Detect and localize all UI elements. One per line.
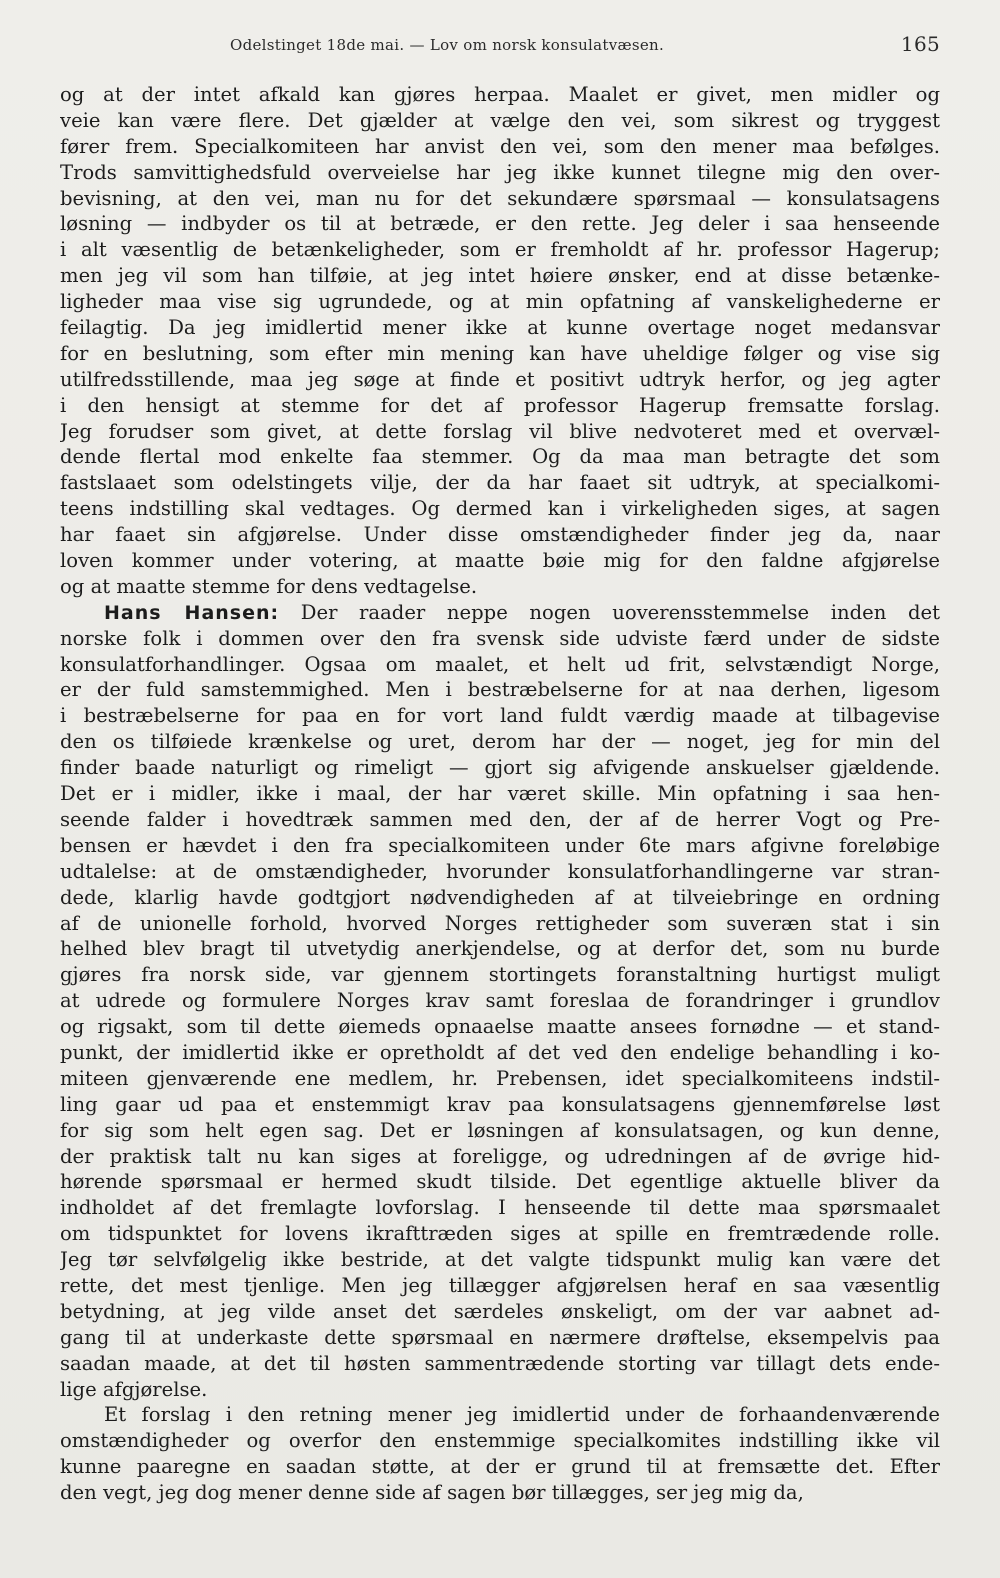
line-text: ligheder maa vise sig ugrundede, og at min opfatning af vanskelighederne er [60,290,940,314]
text-line [60,1377,940,1403]
text-line [60,186,940,212]
line-text: teens indstilling skal vedtages. Og dermed kan i virkeligheden siges, at sagen [60,497,940,521]
line-text: miteen gjenværende ene medlem, hr. Prebensen, idet specialkomiteens indstil- [60,1066,940,1090]
line-text: veie kan være flere. Det gjælder at vælge den vei, som sikrest og tryggest [60,108,940,132]
line-text: loven kommer under votering, at maatte bøie mig for den faldne afgjørelse [60,549,940,573]
text-line [60,807,940,833]
line-text: og at maatte stemme for dens vedtagelse. [60,574,478,598]
text-line [60,1014,940,1040]
line-text: og rigsakt, som til dette øiemeds opnaaelse maatte ansees fornødne — et stand- [60,1015,940,1039]
line-text: i den hensigt at stemme for det af professor Hagerup fremsatte forslag. [60,393,940,417]
paragraph [60,1402,940,1506]
line-text: Trods samvittighedsfuld overveielse har jeg ikke kunnet tilegne mig den over- [60,160,940,184]
text-line [60,237,940,263]
line-text: Jeg forudser som givet, at dette forslag vil blive nedvoteret med et overvæl- [60,419,940,443]
text-line [60,419,940,445]
line-text: Der raader neppe nogen uoverensstemmelse inden det [300,600,940,624]
line-text: at udrede og formulere Norges krav samt foreslaa de forandringer i grundlov [60,989,940,1013]
text-line [60,1247,940,1273]
text-line [60,833,940,859]
text-line [60,859,940,885]
text-line [60,1221,940,1247]
line-text: for sig som helt egen sag. Det er løsningen af konsulatsagen, og kun denne, [60,1118,940,1142]
line-text: helhed blev bragt til utvetydig anerkjendelse, og at derfor det, som nu burde [60,937,940,961]
line-text: gang til at underkaste dette spørsmaal en nærmere drøftelse, eksempelvis paa [60,1325,940,1349]
line-text: men jeg vil som han tilføie, at jeg intet høiere ønsker, end at disse betænke- [60,264,940,288]
text-line [60,1480,940,1506]
text-line [60,134,940,160]
text-line [60,82,940,108]
text-line [60,911,940,937]
text-line [60,444,940,470]
text-line [60,1169,940,1195]
text-line [60,962,940,988]
text-line [60,936,940,962]
line-text: konsulatforhandlinger. Ogsaa om maalet, et helt ud frit, selvstændigt Norge, [60,652,940,676]
text-line [60,988,940,1014]
text-line [60,522,940,548]
line-text: betydning, at jeg vilde anset det særdeles ønskeligt, om der var aabnet ad- [60,1299,940,1323]
text-line [60,574,940,600]
text-line [60,1273,940,1299]
line-text: har faaet sin afgjørelse. Under disse omstændigheder finder jeg da, naar [60,523,940,547]
body-text [60,82,940,1506]
text-line [60,729,940,755]
line-text: i bestræbelserne for paa en for vort land fuldt værdig maade at tilbagevise [60,704,940,728]
text-line [60,1144,940,1170]
line-text: dede, klarlig havde godtgjort nødvendigheden af at tilveiebringe en ordning [60,885,940,909]
line-text: dende flertal mod enkelte faa stemmer. Og da maa man betragte det som [60,445,940,469]
text-line [60,1454,940,1480]
paragraph [60,82,940,600]
text-line [60,1351,940,1377]
line-text: rette, det mest tjenlige. Men jeg tillægger afgjørelsen heraf en saa væsentlig [60,1273,940,1297]
text-line [60,1066,940,1092]
line-text: fører frem. Specialkomiteen har anvist den vei, som den mener maa befølges. [60,134,940,158]
line-text: finder baade naturligt og rimeligt — gjort sig afvigende anskuelser gjældende. [60,756,940,780]
text-line [60,885,940,911]
line-text: Et forslag i den retning mener jeg imidlertid under de forhaandenværende [104,1403,940,1427]
text-line [60,289,940,315]
line-text: omstændigheder og overfor den enstemmige specialkomites indstilling ikke vil [60,1429,940,1453]
line-text: punkt, der imidlertid ikke er opretholdt af det ved den endelige behandling i ko- [60,1040,940,1064]
text-line [60,211,940,237]
line-text: og at der intet afkald kan gjøres herpaa. Maalet er givet, men midler og [60,83,940,106]
running-header [60,32,940,58]
text-line [60,677,940,703]
text-line [60,548,940,574]
text-line [60,496,940,522]
line-text: Jeg tør selvfølgelig ikke bestride, at det valgte tidspunkt mulig kan være det [60,1248,940,1272]
line-text: den os tilføiede krænkelse og uret, derom har der — noget, jeg for min del [60,730,940,754]
running-header-title: Odelstinget 18de mai. — Lov om norsk konsulatvæsen. [230,36,665,54]
text-line [60,341,940,367]
text-line [60,315,940,341]
text-line [60,781,940,807]
line-text: Det er i midler, ikke i maal, der har været skille. Min opfatning i saa hen- [60,782,940,806]
line-text: for en beslutning, som efter min mening kan have uheldige følger og vise sig [60,341,940,365]
line-text: seende falder i hovedtræk sammen med den, der af de herrer Vogt og Pre- [60,807,940,831]
line-text: indholdet af det fremlagte lovforslag. I henseende til dette maa spørsmaalet [60,1196,940,1220]
text-line [60,393,940,419]
text-line [60,652,940,678]
line-text: lige afgjørelse. [60,1377,208,1401]
speaker-name: Hans Hansen: [104,601,280,624]
text-line [60,1040,940,1066]
text-line [60,703,940,729]
line-text: i alt væsentlig de betænkeligheder, som er fremholdt af hr. professor Hagerup; [60,238,940,262]
text-line [60,600,940,626]
line-text: bevisning, at den vei, man nu for det sekundære spørsmaal — konsulatsagens [60,186,940,210]
text-line [60,1325,940,1351]
line-text: løsning — indbyder os til at betræde, er den rette. Jeg deler i saa henseende [60,212,940,236]
paragraph [60,600,940,1403]
text-line [60,108,940,134]
page-number: 165 [900,32,940,56]
text-line [60,367,940,393]
text-line [60,1428,940,1454]
line-text: udtalelse: at de omstændigheder, hvorunder konsulatforhandlingerne var stran- [60,859,940,883]
line-text: hørende spørsmaal er hermed skudt tilside. Det egentlige aktuelle bliver da [60,1170,940,1194]
line-text: gjøres fra norsk side, var gjennem stortingets foranstaltning hurtigst muligt [60,963,940,987]
line-text: saadan maade, at det til høsten sammentrædende storting var tillagt dets ende- [60,1351,940,1375]
text-line [60,1299,940,1325]
line-text: utilfredsstillende, maa jeg søge at finde et positivt udtryk herfor, og jeg agter [60,367,940,391]
line-text: norske folk i dommen over den fra svensk side udviste færd under de sidste [60,626,940,650]
line-text: er der fuld samstemmighed. Men i bestræbelserne for at naa derhen, ligesom [60,678,940,702]
line-text: ling gaar ud paa et enstemmigt krav paa konsulatsagens gjennemførelse løst [60,1092,940,1116]
line-text: af de unionelle forhold, hvorved Norges rettigheder som suveræn stat i sin [60,911,940,935]
line-text: bensen er hævdet i den fra specialkomiteen under 6te mars afgivne foreløbige [60,833,940,857]
text-line [60,1402,940,1428]
text-line [60,470,940,496]
line-text: om tidspunktet for lovens ikrafttræden siges at spille en fremtrædende rolle. [60,1222,940,1246]
line-text: fastslaaet som odelstingets vilje, der da har faaet sit udtryk, at specialkomi- [60,471,940,495]
text-line [60,1092,940,1118]
line-text: der praktisk talt nu kan siges at foreligge, og udredningen af de øvrige hid- [60,1144,940,1168]
text-line [60,160,940,186]
line-text: den vegt, jeg dog mener denne side af sagen bør tillægges, ser jeg mig da, [60,1481,804,1505]
line-text: kunne paaregne en saadan støtte, at der er grund til at fremsætte det. Efter [60,1455,940,1479]
text-line [60,626,940,652]
text-line [60,1195,940,1221]
text-line [60,263,940,289]
text-line [60,755,940,781]
text-line [60,1118,940,1144]
line-text: feilagtig. Da jeg imidlertid mener ikke at kunne overtage noget medansvar [60,316,940,340]
